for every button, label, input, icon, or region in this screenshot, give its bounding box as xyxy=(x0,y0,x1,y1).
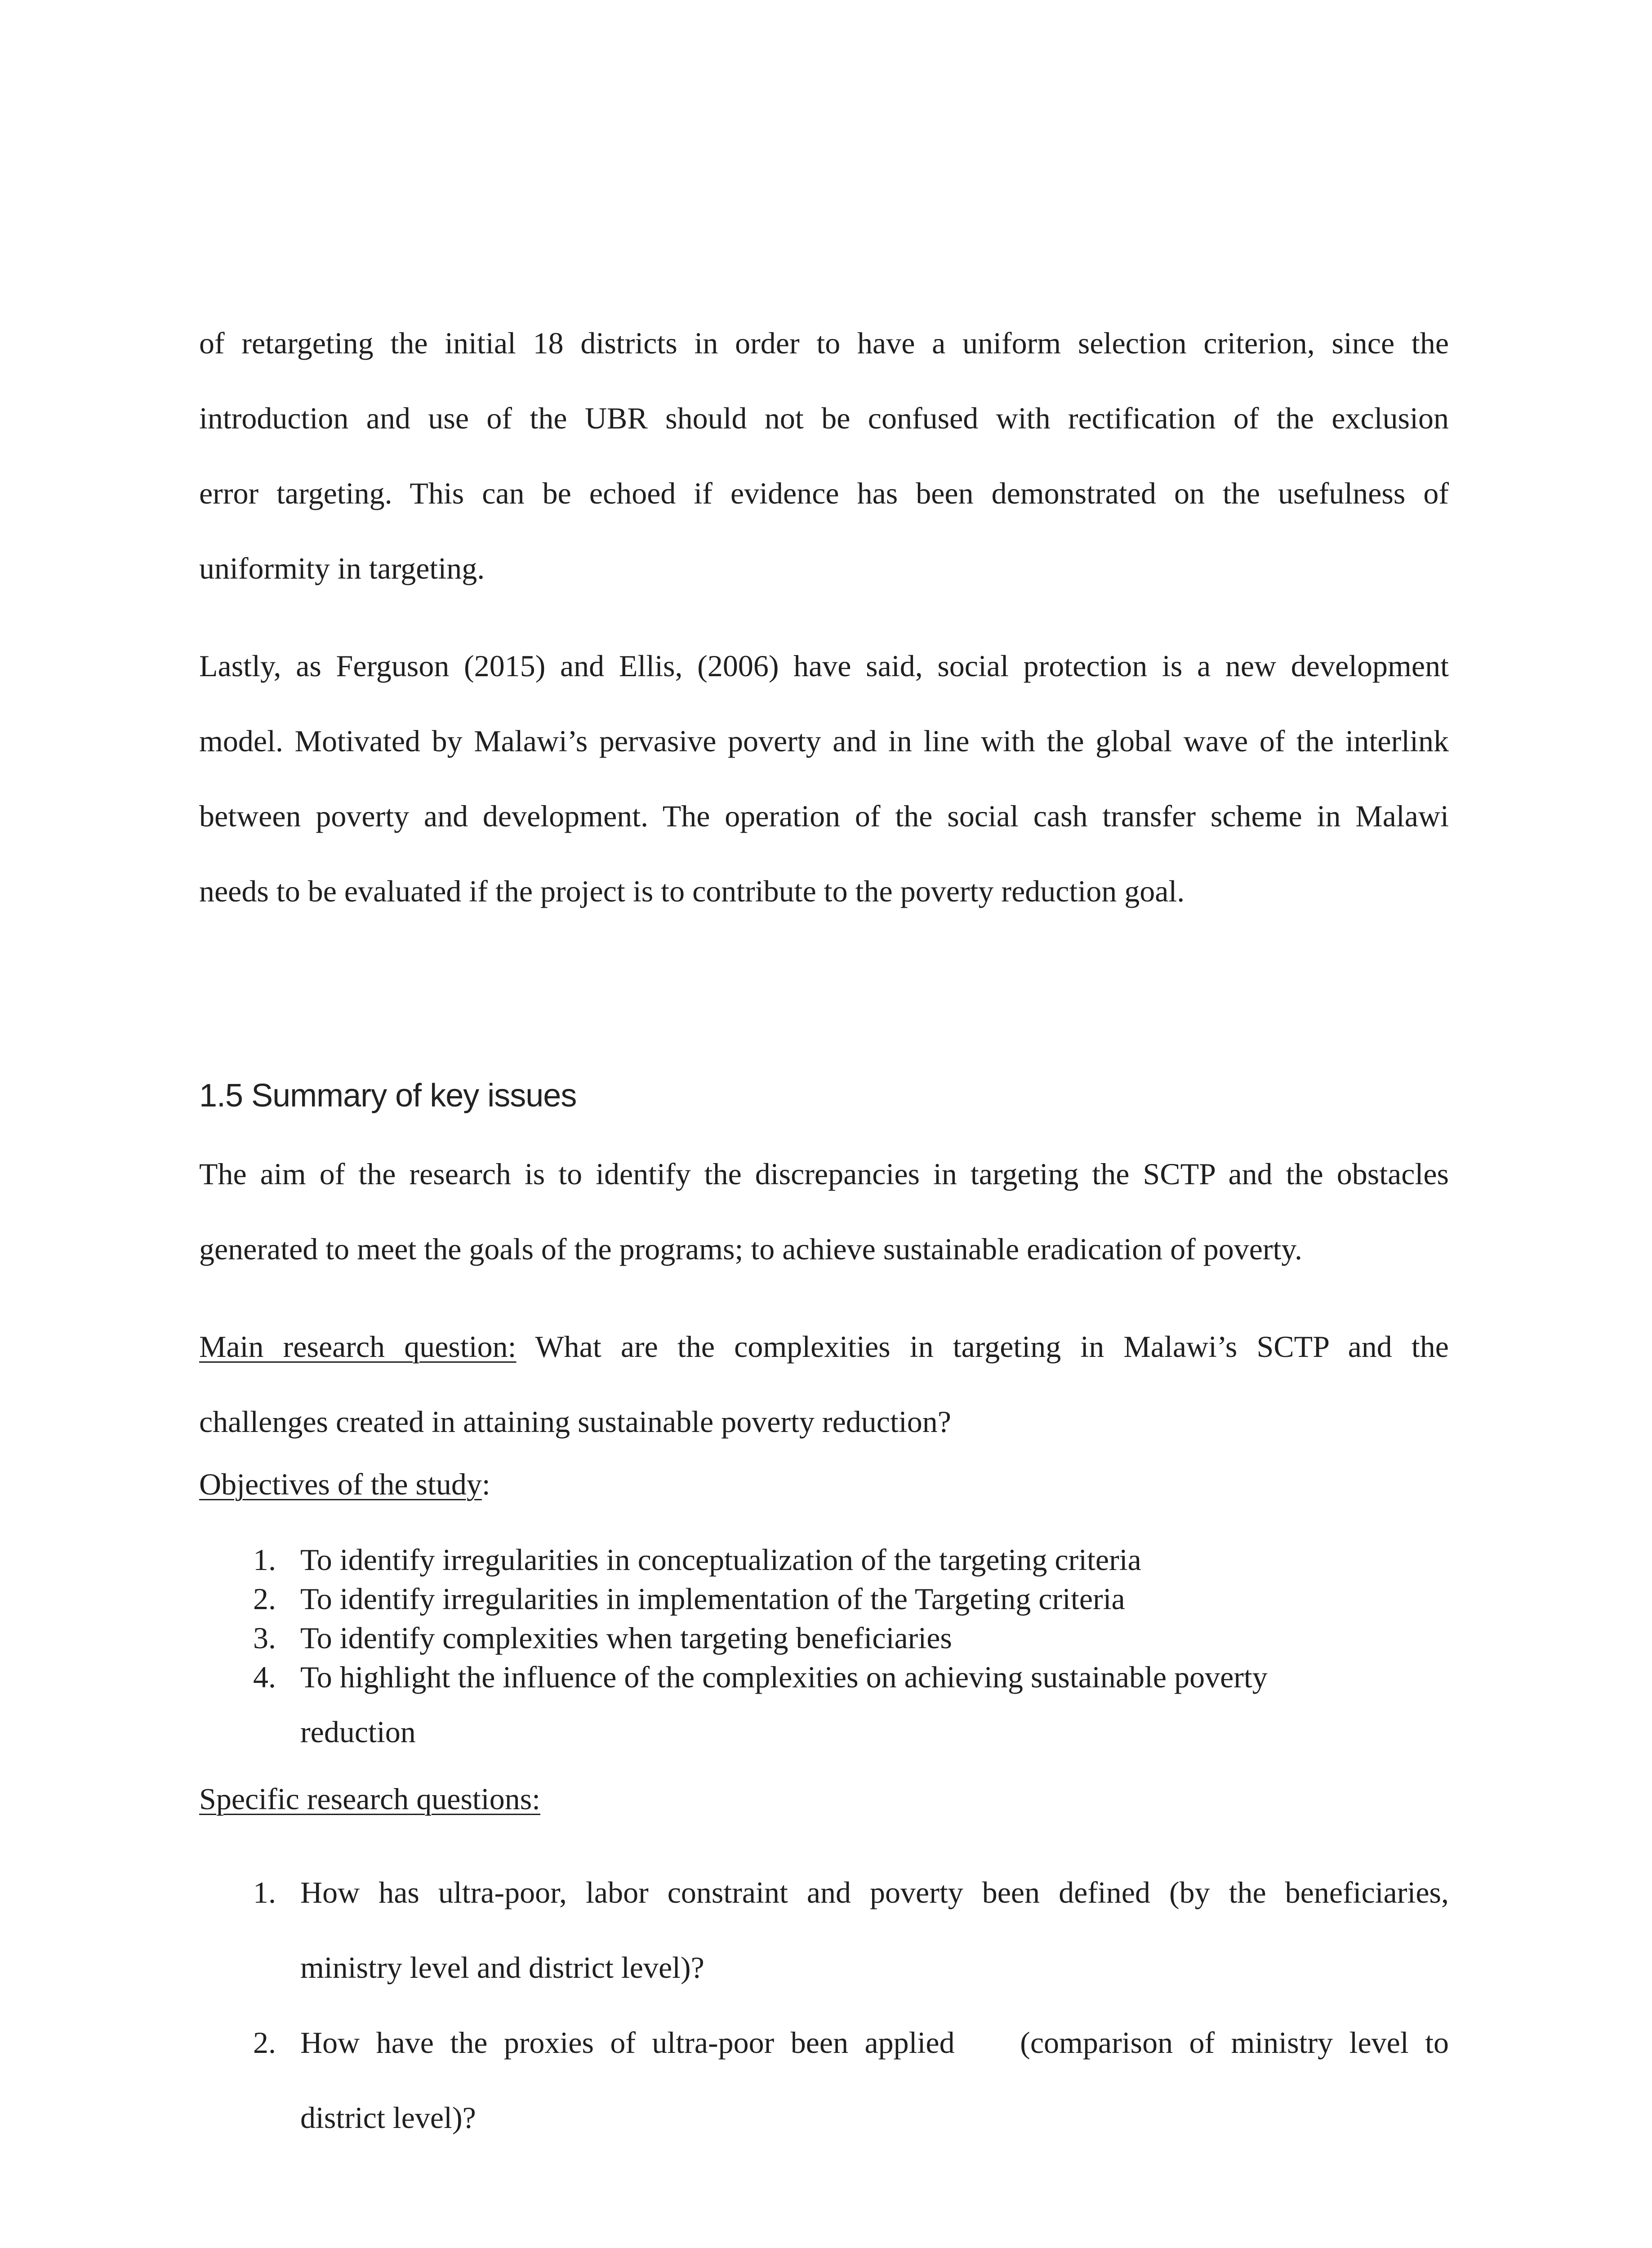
list-number: 3. xyxy=(253,1621,276,1655)
list-number: 1. xyxy=(253,1543,276,1577)
objectives-label-line xyxy=(199,1455,1449,1513)
text-line: model. Motivated by Malawi’s pervasive poverty and in line with the global wave of the interlink xyxy=(199,724,1449,758)
main-question-label: Main research question: xyxy=(199,1329,517,1364)
objectives-label: Objectives of the study xyxy=(199,1467,482,1501)
list-item xyxy=(199,1619,1449,1658)
text-line: uniformity in targeting. xyxy=(199,551,485,585)
list-text: To highlight the influence of the complexities on achieving sustainable poverty xyxy=(300,1660,1268,1694)
text-line: needs to be evaluated if the project is to contribute to the poverty reduction goal. xyxy=(199,874,1185,908)
text-line: challenges created in attaining sustainable poverty reduction? xyxy=(199,1405,951,1439)
list-number: 1. xyxy=(253,1875,276,1909)
list-text: district level)? xyxy=(300,2101,476,2135)
paragraph-aim xyxy=(199,1137,1449,1287)
list-number: 4. xyxy=(253,1660,276,1694)
list-number: 2. xyxy=(253,1582,276,1616)
objectives-list xyxy=(199,1540,1449,1770)
list-item xyxy=(199,1855,1449,2005)
paragraph-main-question xyxy=(199,1309,1449,1459)
list-text: reduction xyxy=(300,1715,416,1749)
specific-questions-label-line xyxy=(199,1770,1449,1828)
text-line: of retargeting the initial 18 districts in order to have a uniform selection criterion, since the xyxy=(199,326,1449,360)
section-heading: 1.5 Summary of key issues xyxy=(199,1078,577,1114)
text-line: Lastly, as Ferguson (2015) and Ellis, (2006) have said, social protection is a new development xyxy=(199,649,1449,683)
list-text: To identify irregularities in implementation of the Targeting criteria xyxy=(300,1582,1125,1616)
text-line: introduction and use of the UBR should not be confused with rectification of the exclusion xyxy=(199,401,1449,435)
list-text: To identify complexities when targeting beneficiaries xyxy=(300,1621,952,1655)
list-text: How have the proxies of ultra-poor been applied (comparison of ministry level to xyxy=(300,2025,1449,2060)
list-item xyxy=(199,1540,1449,1579)
text-line xyxy=(199,1309,1449,1384)
list-text: ministry level and district level)? xyxy=(300,1950,704,1985)
list-text: How has ultra-poor, labor constraint and poverty been defined (by the beneficiaries, xyxy=(300,1875,1449,1909)
page-content xyxy=(199,306,1449,2155)
list-item xyxy=(199,1579,1449,1619)
specific-questions-label: Specific research questions: xyxy=(199,1782,541,1816)
objectives-colon: : xyxy=(481,1467,490,1501)
specific-questions-list xyxy=(199,1855,1449,2155)
list-item-continuation xyxy=(199,1695,1449,1770)
paragraph-lastly xyxy=(199,629,1449,929)
text-line: error targeting. This can be echoed if evidence has been demonstrated on the usefulness of xyxy=(199,476,1449,510)
list-number: 2. xyxy=(253,2025,276,2060)
text-line: The aim of the research is to identify the discrepancies in targeting the SCTP and the obstacles xyxy=(199,1157,1449,1191)
text-line: between poverty and development. The operation of the social cash transfer scheme in Malawi xyxy=(199,799,1449,833)
list-item xyxy=(199,1658,1449,1697)
text-line: generated to meet the goals of the programs; to achieve sustainable eradication of poverty. xyxy=(199,1232,1303,1266)
paragraph-retargeting xyxy=(199,306,1449,606)
list-text: To identify irregularities in conceptualization of the targeting criteria xyxy=(300,1543,1141,1577)
list-item xyxy=(199,2005,1449,2155)
main-question-text: What are the complexities in targeting in Malawi’s SCTP and the xyxy=(516,1329,1449,1364)
